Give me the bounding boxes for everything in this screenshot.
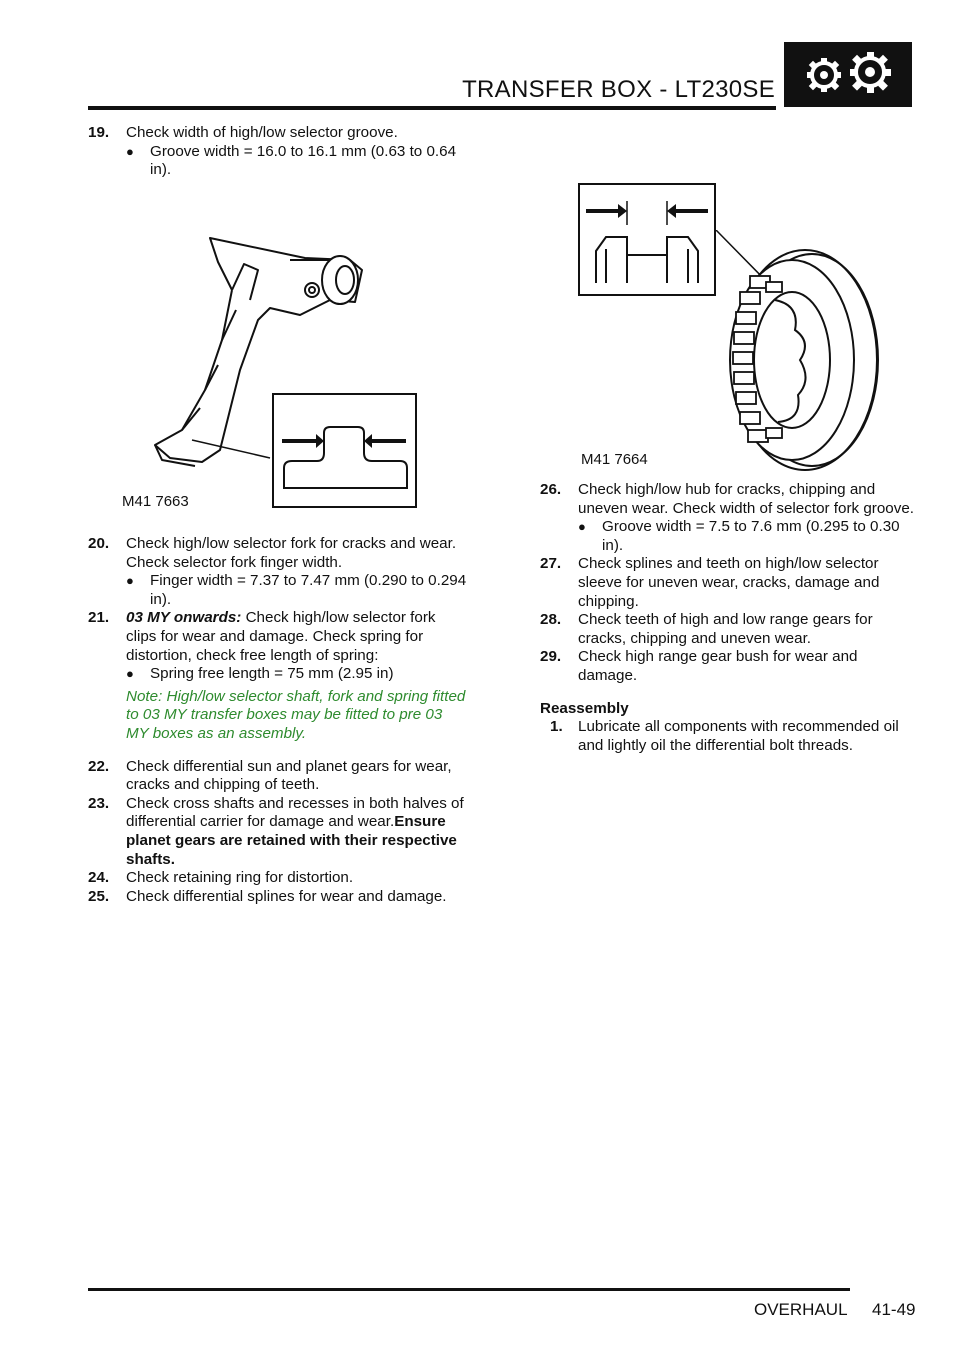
reassembly-step-1: 1. Lubricate all components with recommended oil and lightly oil the differential bolt threads. [550, 718, 899, 754]
step-21: 21. 03 MY onwards: Check high/low selector fork clips for wear and damage. Check spring for distortion, check free length of spring: [88, 609, 436, 664]
footer-rule [88, 1288, 850, 1291]
note-text: Note: High/low selector shaft, fork and spring fitted to 03 MY transfer boxes may be fitted to pre 03 MY boxes as an assembly. [126, 687, 466, 742]
high-low-hub-figure [700, 230, 890, 480]
left-column-continued [88, 535, 468, 906]
step-22: 22. Check differential sun and planet gears for wear, cracks and chipping of teeth. [88, 757, 452, 794]
bullet-icon: ● [578, 519, 586, 535]
page-number: 41-49 [872, 1300, 916, 1319]
step-21-bullet: ● Spring free length = 75 mm (2.95 in) [126, 665, 394, 683]
footer-section: OVERHAUL [754, 1300, 848, 1319]
step-20-bullet: ● Finger width = 7.37 to 7.47 mm (0.290 to 0.294 in). [126, 572, 467, 608]
step-28: 28. Check teeth of high and low range gears for cracks, chipping and uneven wear. [540, 611, 873, 647]
right-column [540, 481, 920, 755]
step-25: 25. Check differential splines for wear and damage. [88, 887, 447, 905]
groove-detail-figure [578, 183, 716, 296]
step-19: 19. Check width of high/low selector groove. [88, 124, 398, 141]
left-column [88, 124, 468, 180]
fork-finger-detail-figure [272, 393, 417, 508]
step-24: 24. Check retaining ring for distortion. [88, 869, 354, 887]
step-27: 27. Check splines and teeth on high/low selector sleeve for uneven wear, cracks, damage and chipping. [540, 555, 880, 610]
step-20: 20. Check high/low selector fork for cracks and wear. Check selector fork finger width. [88, 535, 457, 571]
step-26-bullet: ● Groove width = 7.5 to 7.6 mm (0.295 to 0.30 in). [578, 518, 900, 554]
bullet-icon: ● [126, 573, 134, 589]
figure-label-1: M41 7663 [122, 493, 189, 510]
bullet-icon: ● [126, 666, 134, 682]
reassembly-heading: Reassembly [540, 699, 629, 717]
header-rule [88, 106, 776, 110]
step-29: 29. Check high range gear bush for wear and damage. [540, 648, 858, 684]
step-23: 23. Check cross shafts and recesses in both halves of differential carrier for damage and wear.Ensure planet gears are retained with their respective shafts. [88, 794, 464, 868]
bullet-icon: ● [126, 143, 134, 159]
step-26: 26. Check high/low hub for cracks, chipping and uneven wear. Check width of selector fork groove. [540, 481, 914, 517]
figure-label-2: M41 7664 [581, 451, 648, 468]
page-header-title: TRANSFER BOX - LT230SE [462, 76, 775, 103]
step-19-bullet: ● Groove width = 16.0 to 16.1 mm (0.63 to 0.64 in). [126, 142, 457, 179]
gears-logo-icon [784, 42, 912, 107]
